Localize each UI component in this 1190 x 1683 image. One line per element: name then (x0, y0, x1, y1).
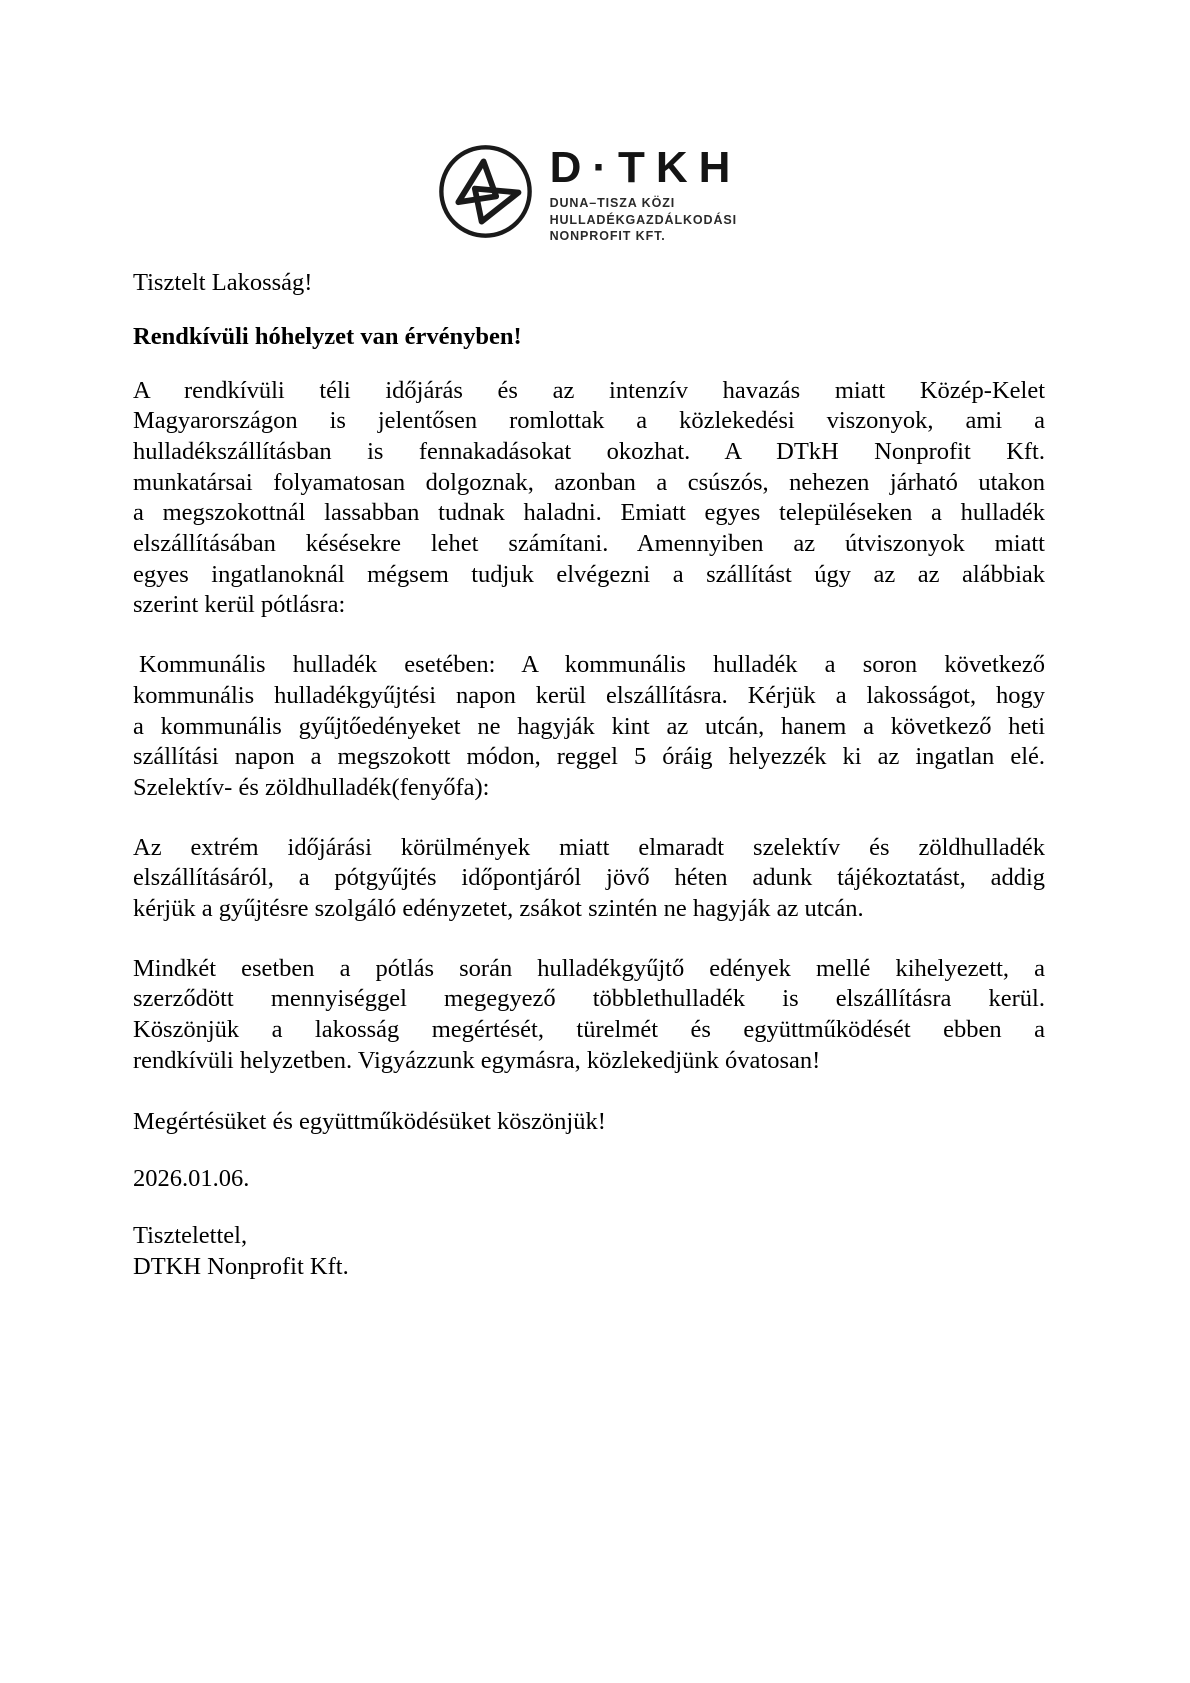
logo-company-name (550, 195, 742, 245)
paragraph-line: kérjük a gyűjtésre szolgáló edényzetet, zsákot szintén ne hagyják az utcán. (133, 895, 864, 923)
thanks-line: Megértésüket és együttműködésüket köszönjük! (133, 1107, 606, 1135)
recycling-triangles-circle-icon (437, 143, 534, 240)
paragraph-line: a megszokottnál lassabban tudnak haladni. Emiatt egyes településeken a hulladék (133, 499, 1045, 527)
paragraph-line: szerződött mennyiséggel megegyező többlethulladék is elszállításra kerül. (133, 985, 1045, 1013)
paragraph-1 (133, 376, 1045, 622)
logo-subline-1: DUNA–TISZA KÖZI (549, 196, 676, 210)
dtkh-logo (437, 143, 742, 245)
paragraph-line: Kommunális hulladék esetében: A kommunális hulladék a soron következő (139, 651, 1045, 679)
closing-salutation: Tisztelettel, (133, 1221, 248, 1249)
paragraph-line: szállítási napon a megszokott módon, reggel 5 óráig helyezzék ki az ingatlan elé. (133, 743, 1045, 771)
logo-acronym: D·TKH (549, 143, 742, 192)
logo-subline-2: HULLADÉKGAZDÁLKODÁSI (549, 212, 737, 227)
paragraph-line: elszállításában késésekre lehet számítani. Amennyiben az útviszonyok miatt (133, 530, 1045, 558)
closing-block (133, 1220, 1045, 1282)
paragraph-line: Szelektív- és zöldhulladék(fenyőfa): (133, 773, 490, 801)
paragraph-line: szerint kerül pótlásra: (133, 591, 346, 619)
alert-heading: Rendkívüli hóhelyzet van érvényben! (133, 322, 522, 350)
paragraph-line: hulladékszállításban is fennakadásokat okozhat. A DTkH Nonprofit Kft. (133, 437, 1045, 465)
logo-wordmark (550, 143, 742, 245)
paragraph-line: Magyarországon is jelentősen romlottak a közlekedési viszonyok, ami a (133, 407, 1045, 435)
logo-subline-3: NONPROFIT KFT. (549, 229, 666, 243)
greeting-line: Tisztelt Lakosság! (133, 268, 313, 296)
paragraph-line: Az extrém időjárási körülmények miatt elmaradt szelektív és zöldhulladék (133, 833, 1045, 861)
date-line: 2026.01.06. (133, 1164, 250, 1192)
paragraph-line: egyes ingatlanoknál mégsem tudjuk elvégezni a szállítást úgy az az alábbiak (133, 560, 1045, 588)
paragraph-line: Köszönjük a lakosság megértését, türelmét és együttműködését ebben a (133, 1016, 1045, 1044)
paragraph-2 (133, 650, 1045, 804)
signature-line: DTKH Nonprofit Kft. (133, 1252, 349, 1280)
paragraph-line: a kommunális gyűjtőedényeket ne hagyják kint az utcán, hanem a következő heti (133, 712, 1045, 740)
paragraph-line: munkatársai folyamatosan dolgoznak, azonban a csúszós, nehezen járható utakon (133, 468, 1045, 496)
paragraph-line: Mindkét esetben a pótlás során hulladékgyűjtő edények mellé kihelyezett, a (133, 954, 1045, 982)
paragraph-line: kommunális hulladékgyűjtési napon kerül elszállításra. Kérjük a lakosságot, hogy (133, 681, 1045, 709)
paragraph-line: A rendkívüli téli időjárás és az intenzív havazás miatt Közép-Kelet (133, 376, 1045, 404)
paragraph-line: elszállításáról, a pótgyűjtés időpontjáról jövő héten adunk tájékoztatást, addig (133, 864, 1045, 892)
paragraph-line: rendkívüli helyzetben. Vigyázzunk egymásra, közlekedjünk óvatosan! (133, 1046, 821, 1074)
paragraph-3 (133, 833, 1045, 925)
paragraph-4 (133, 954, 1045, 1077)
